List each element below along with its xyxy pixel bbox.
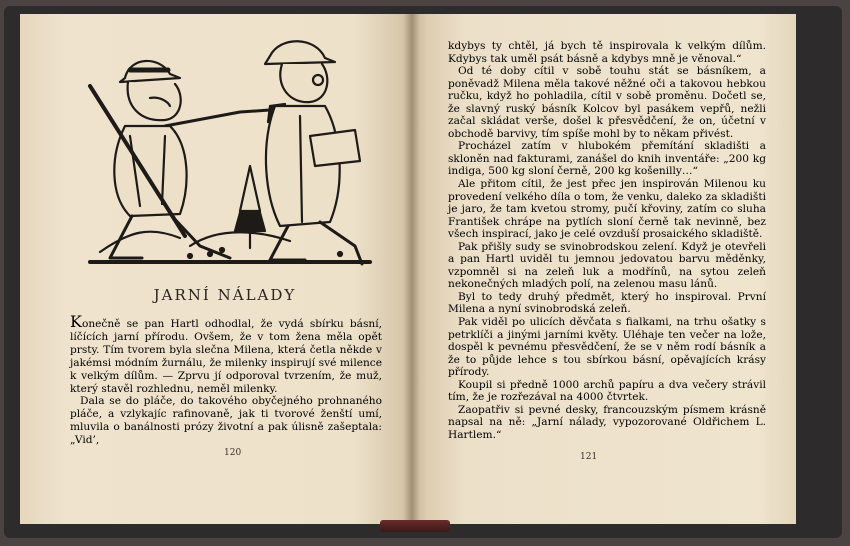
paragraph: Dala se do pláče, do takového obyčejného prohnaného pláče, a vzlykajíc rafinovaně, jak ti tvorové ženští umí, mluvila o banálnosti prózy životní a pak úlisně zašeptala: „Vid’,	[70, 395, 382, 447]
right-page-text	[448, 40, 766, 442]
paragraph: Konečně se pan Hartl odhodlal, že vydá sbírku básní, líčících jarní přírodu. Ovšem, že v tom žena měla opět prsty. Tím tvorem byla slečna Milena, která četla někde v jakémsi módním žurnálu, že milenky inspirují své milence k velkým dílům. — Zprvu jí odporoval tvrzením, že muž, který stavěl rozhlednu, neměl milenky.	[70, 312, 382, 395]
chapter-title: JARNÍ NÁLADY	[153, 286, 297, 304]
paragraph: kdybys ty chtěl, já bych tě inspirovala k velkým dílům. Kdybys tak uměl psát básně a kdybys mně je věnoval.“	[448, 40, 766, 65]
paragraph: Pak viděl po ulicích děvčata s fialkami, na trhu ošatky s petrklíči a jinými jarními květy. Uléhaje ten večer na lože, dospěl k pevnému přesvědčení, že se v něm rodí básník a že to půjde lehce s tou sbírkou básní, opěvajících krásy přírody.	[448, 316, 766, 379]
paragraph: Procházel zatím v hlubokém přemítání skladišti a skloněn nad fakturami, zanášel do knih inventáře: „200 kg indiga, 500 kg sloní černě, 200 kg košenilly…“	[448, 140, 766, 178]
page-number-left: 120	[224, 448, 242, 458]
bookmark-ribbon	[380, 520, 450, 532]
paragraph: Byl to tedy druhý předmět, který ho inspiroval. První Milena a nyní svinobrodská zeleň.	[448, 290, 766, 316]
left-page-text	[70, 312, 382, 447]
paragraph: Pak přišly sudy se svinobrodskou zelení. Když je otevřeli a pan Hartl uviděl tu jemnou jedovatou barvu měděnky, vzpomněl si na zeleň luk a modřínů, na sytou zeleň nekonečných mladých polí, na zelenou masu lánů.	[448, 240, 766, 291]
paragraph: Koupil si předně 1000 archů papíru a dva večery strávil tím, že je rozřezával na 4000 čtvrtek.	[448, 378, 766, 404]
dropcap: K	[70, 312, 82, 331]
paragraph: Ale přitom cítil, že jest přec jen inspirován Milenou ku provedení velkého díla o tom, že venku, daleko za skladišti je jaro, že tam kvetou stromy, pučí křoviny, zatím co sluha František chrápe na pytlích sloní černě tak nevinně, bez všech inspirací, jako je celé ovzduší prosaického skladiště.	[448, 178, 766, 241]
paragraph: Od té doby cítil v sobě touhu stát se básníkem, a poněvadž Milena měla takové něžné oči a takovou hebkou ručku, když ho pohladila, cítil v sobě proměnu. Dočetl se, že slavný ruský básník Kolcov byl pasákem vepřů, nežli začal skládat verše, došel k přesvědčení, že on, účetní v obchodě barvivy, tím spíše mohl by to někam přivést.	[448, 65, 766, 140]
two-men-walking-illustration-icon	[70, 26, 380, 274]
page-number-right: 121	[580, 452, 598, 462]
paragraph: Zaopatřiv si pevné desky, francouzským písmem krásně napsal na ně: „Jarní nálady, vypozorované Oldřichem L. Hartlem.“	[448, 403, 766, 441]
book-spine	[404, 14, 420, 524]
